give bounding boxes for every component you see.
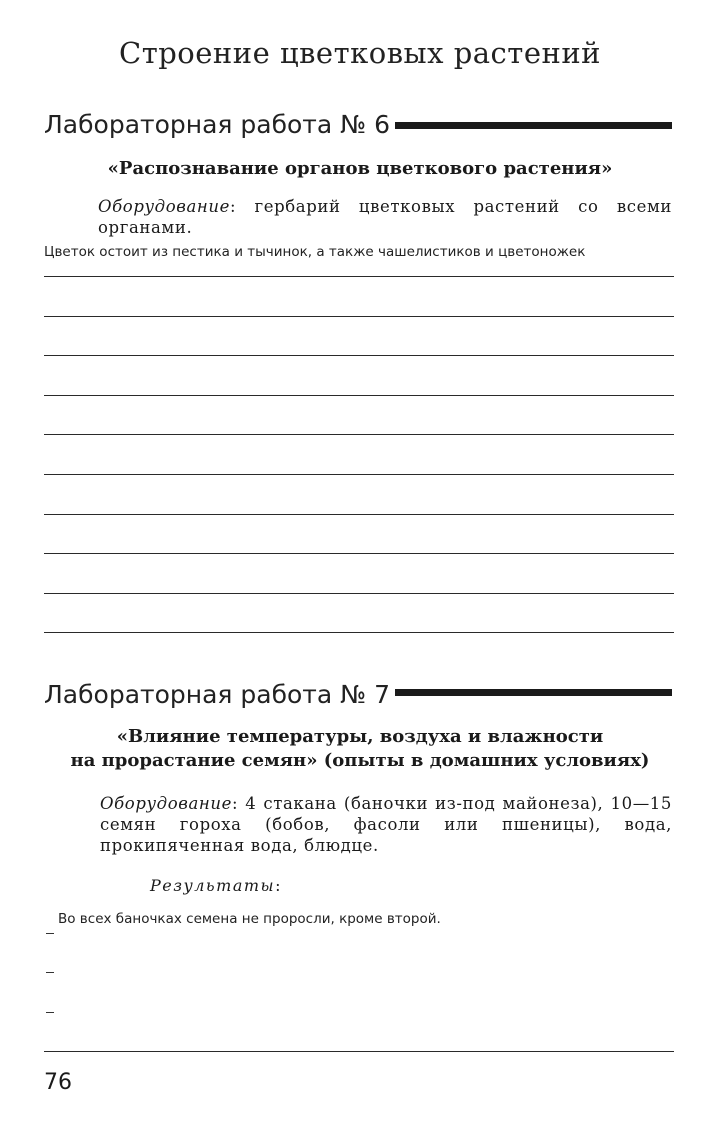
answer-line-stub: [46, 1012, 54, 1013]
lab6-equipment: [98, 196, 672, 238]
lab7-heading: Лабораторная работа № 7: [44, 680, 390, 709]
answer-line: [44, 1051, 674, 1052]
lab6-equipment-label: Оборудование: [98, 197, 230, 216]
page-number: 76: [44, 1070, 72, 1095]
lab7-heading-rule: [395, 689, 672, 696]
answer-line: [44, 395, 674, 396]
lab7-results-heading: [150, 876, 282, 895]
lab6-heading: Лабораторная работа № 6: [44, 110, 390, 139]
answer-line-stub: [46, 933, 54, 934]
answer-line: [44, 434, 674, 435]
answer-line: [44, 474, 674, 475]
chapter-title: Строение цветковых растений: [119, 36, 601, 70]
lab7-title-line2: на прорастание семян» (опыты в домашних условиях): [70, 750, 650, 771]
lab6-title: «Распознавание органов цветкового растения»: [107, 158, 613, 179]
lab6-answer: Цветок остоит из пестика и тычинок, а также чашелистиков и цветоножек: [44, 244, 586, 260]
answer-line-stub: [46, 972, 54, 973]
answer-line: [44, 632, 674, 633]
lab6-heading-rule: [395, 122, 672, 129]
lab6-equipment-text: : гербарий цветковых растений со всеми органами.: [98, 197, 672, 237]
lab7-title-line1: «Влияние температуры, воздуха и влажности: [116, 726, 604, 747]
lab7-equipment: [100, 793, 672, 856]
answer-line: [44, 276, 674, 277]
lab7-equipment-text: : 4 стакана (баночки из-под майонеза), 10—15 семян гороха (бобов, фасоли или пшеницы), вода, прокипяченная вода, блюдце.: [100, 794, 672, 855]
lab7-answer: Во всех баночках семена не проросли, кроме второй.: [58, 911, 441, 927]
lab7-results-label: Результаты: [150, 876, 276, 895]
answer-line: [44, 514, 674, 515]
answer-line: [44, 593, 674, 594]
lab7-equipment-label: Оборудование: [100, 794, 232, 813]
lab7-results-colon: :: [275, 876, 282, 895]
answer-line: [44, 316, 674, 317]
answer-line: [44, 553, 674, 554]
answer-line: [44, 355, 674, 356]
